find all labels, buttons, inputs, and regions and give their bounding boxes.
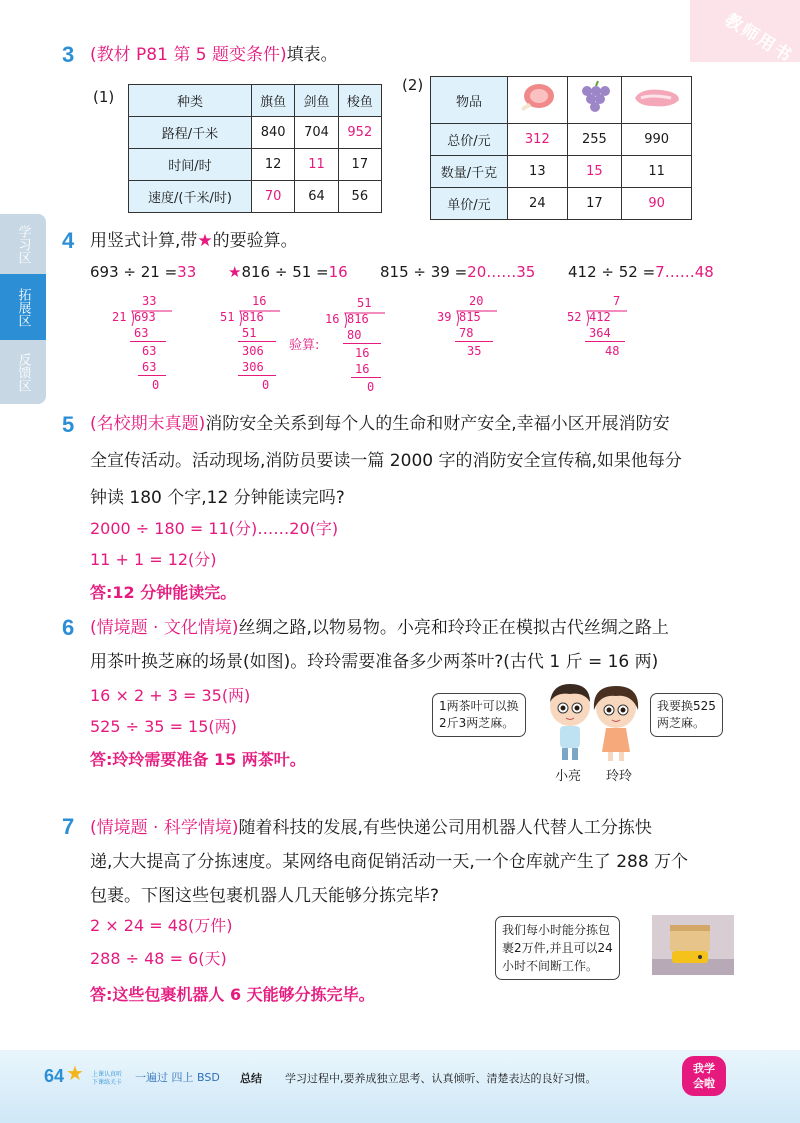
- table1-cell: 840: [252, 117, 295, 149]
- q7-line-3: 包裹。下图这些包裹机器人几天能够分拣完毕?: [90, 886, 440, 906]
- side-tab-feedback[interactable]: 反馈区: [0, 340, 46, 404]
- q5-number: 5: [62, 412, 75, 437]
- table1-cell: 17: [338, 149, 381, 181]
- name-boy: 小亮: [555, 769, 582, 784]
- table1-label: (1): [93, 88, 115, 106]
- long-division-1: 33 21 693 63 63 63 0: [112, 294, 172, 399]
- corner-stamp-text: 教师用书: [721, 10, 797, 68]
- q6-answer-3: 答:玲玲需要准备 15 两茶叶。: [90, 750, 306, 769]
- side-tab-study[interactable]: 学习区: [0, 214, 46, 274]
- speech-bubble-boy: 1两茶叶可以换 2斤3两芝麻。: [432, 693, 526, 737]
- table1-header: 旗鱼: [252, 85, 295, 117]
- star-icon: ★: [228, 263, 242, 281]
- table1-header: 种类: [129, 85, 252, 117]
- q4-problem-4: 412 ÷ 52 =7……48: [568, 263, 714, 281]
- footer-badge: 我学 会啦: [682, 1056, 726, 1096]
- q7-answer-3: 答:这些包裹机器人 6 天能够分拣完毕。: [90, 985, 375, 1004]
- q6-number: 6: [62, 615, 75, 640]
- speech-bubble-girl: 我要换525 两芝麻。: [650, 693, 723, 737]
- table1-answer-cell: 70: [252, 181, 295, 213]
- q3-tag: (教材 P81 第 5 题变条件): [90, 45, 287, 65]
- table2-answer-cell: 15: [567, 156, 622, 188]
- q4-problem-1: 693 ÷ 21 =33: [90, 263, 197, 281]
- q5-line-2: 全宣传活动。活动现场,消防员要读一篇 2000 字的消防安全宣传稿,如果他每分: [90, 451, 682, 471]
- table1-header: 梭鱼: [338, 85, 381, 117]
- girl-figure: [594, 686, 638, 761]
- robot-photo: [652, 915, 734, 975]
- q4-number: 4: [62, 228, 75, 253]
- children-illustration: [540, 680, 644, 762]
- page-footer: [0, 1050, 800, 1123]
- table1-answer-cell: 952: [338, 117, 381, 149]
- side-tab-extend[interactable]: 拓展区: [0, 274, 46, 340]
- q5-answer-2: 11 + 1 = 12(分): [90, 550, 217, 569]
- q4-problem-3: 815 ÷ 39 =20……35: [380, 263, 536, 281]
- q7-line-1: (情境题 · 科学情境)随着科技的发展,有些快递公司用机器人代替人工分拣快: [90, 818, 652, 838]
- star-icon: ★: [197, 231, 213, 251]
- q7-answer-2: 288 ÷ 48 = 6(天): [90, 949, 227, 968]
- q3-number: 3: [62, 42, 75, 67]
- table1-cell: 56: [338, 181, 381, 213]
- check-label: 验算:: [289, 338, 320, 353]
- footer-summary-label: 总结: [240, 1072, 262, 1085]
- q4-stem: 用竖式计算,带★的要验算。: [90, 231, 298, 251]
- footer-brand: 一遍过 四上 BSD: [135, 1071, 220, 1084]
- table2-cell: 255: [567, 124, 622, 156]
- q7-number: 7: [62, 814, 75, 839]
- q6-line-1: (情境题 · 文化情境)丝绸之路,以物易物。小亮和玲玲正在模拟古代丝绸之路上: [90, 618, 669, 638]
- q7-line-2: 递,大大提高了分拣速度。某网络电商促销活动一天,一个仓库就产生了 288 万个: [90, 852, 689, 872]
- long-division-4: 7 52 412 364 48: [567, 294, 631, 366]
- table2-cell: 990: [622, 124, 692, 156]
- table2-answer-cell: 90: [622, 188, 692, 220]
- price-table: [430, 76, 692, 220]
- q6-answer-2: 525 ÷ 35 = 15(两): [90, 717, 237, 736]
- grape-icon: [567, 77, 622, 124]
- q3-text: 填表。: [286, 45, 338, 65]
- q6-line-2: 用茶叶换芝麻的场景(如图)。玲玲需要准备多少两茶叶?(古代 1 斤 = 16 两): [90, 652, 659, 672]
- q5-answer-3: 答:12 分钟能读完。: [90, 583, 237, 602]
- footer-small-1: 上课认真听: [92, 1071, 123, 1078]
- table2-cell: 24: [508, 188, 568, 220]
- table1-row-label: 时间/时: [129, 149, 252, 181]
- q3-stem: [90, 44, 338, 66]
- table2-cell: 13: [508, 156, 568, 188]
- table1-row-label: 速度/(千米/时): [129, 181, 252, 213]
- boy-figure: [550, 684, 590, 760]
- table2-row-label: 数量/千克: [431, 156, 508, 188]
- long-division-3: 20 39 815 78 35: [437, 294, 501, 366]
- table1-answer-cell: 11: [295, 149, 338, 181]
- q5-line-1: (名校期末真题)消防安全关系到每个人的生命和财产安全,幸福小区开展消防安: [90, 414, 670, 434]
- ham-icon: [508, 77, 568, 124]
- q6-answer-1: 16 × 2 + 3 = 35(两): [90, 686, 251, 705]
- table1-cell: 12: [252, 149, 295, 181]
- table2-row-label: 总价/元: [431, 124, 508, 156]
- table2-header: 物品: [431, 77, 508, 124]
- page-number: 64: [44, 1066, 65, 1086]
- corner-stamp: [690, 0, 800, 68]
- q5-line-3: 钟读 180 个字,12 分钟能读完吗?: [90, 488, 345, 508]
- table2-label: (2): [402, 76, 424, 94]
- meat-icon: [622, 77, 692, 124]
- table1-row-label: 路程/千米: [129, 117, 252, 149]
- speed-table: [128, 84, 382, 213]
- mascot-star-icon: ★: [66, 1061, 84, 1085]
- q4-problem-2: ★816 ÷ 51 =16: [228, 263, 348, 281]
- table1-header: 剑鱼: [295, 85, 338, 117]
- table2-answer-cell: 312: [508, 124, 568, 156]
- table2-cell: 11: [622, 156, 692, 188]
- table2-row-label: 单价/元: [431, 188, 508, 220]
- long-division-2: 16 51 816 51 306 306 0: [220, 294, 280, 399]
- q7-answer-1: 2 × 24 = 48(万件): [90, 916, 233, 935]
- name-girl: 玲玲: [606, 769, 633, 784]
- check-division: 51 16 816 80 16 16 0: [325, 296, 385, 401]
- robot-speech-bubble: 我们每小时能分拣包 裹2万件,并且可以24 小时不间断工作。: [495, 916, 620, 980]
- table1-cell: 704: [295, 117, 338, 149]
- footer-summary: 学习过程中,要养成独立思考、认真倾听、清楚表达的良好习惯。: [285, 1072, 597, 1085]
- table1-cell: 64: [295, 181, 338, 213]
- q5-answer-1: 2000 ÷ 180 = 11(分)……20(字): [90, 519, 339, 538]
- footer-small-2: 下课练关卡: [92, 1079, 123, 1086]
- table2-cell: 17: [567, 188, 622, 220]
